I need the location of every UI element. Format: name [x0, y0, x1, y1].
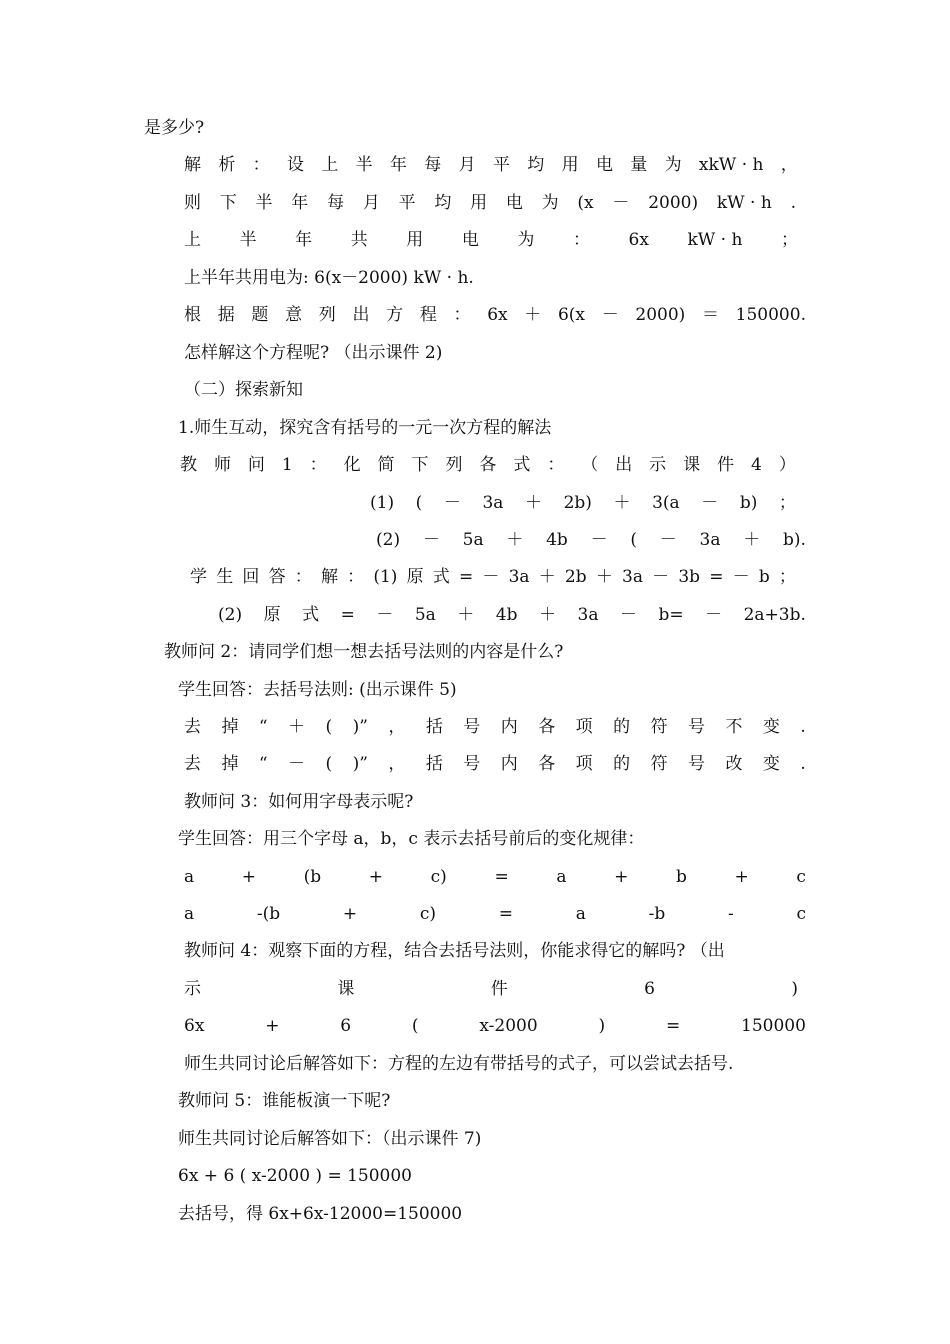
text-token: ＋ [595, 567, 613, 587]
text-token: 4b [546, 530, 568, 550]
formula-line [184, 866, 806, 888]
text-token: 据 [217, 305, 235, 325]
text-token: 6 [644, 979, 655, 999]
text-token: 为 [517, 230, 535, 250]
text-token: － [443, 493, 461, 513]
text-token: )” [352, 754, 368, 774]
text-token: 项 [575, 717, 593, 737]
text-token: 符 [650, 717, 668, 737]
text-token: 件 [717, 455, 735, 475]
text-token: + [614, 867, 629, 887]
text-token: b [675, 867, 687, 887]
text-token: 电 [595, 155, 613, 175]
text-line-spread [184, 753, 806, 775]
text-token: ： [347, 567, 365, 587]
text-token: (1) [373, 567, 398, 587]
text-token: 为 [664, 155, 682, 175]
text-token: ＋ [743, 530, 761, 550]
text-token: 半 [255, 193, 273, 213]
text-token: = [498, 904, 513, 924]
text-token: + [241, 867, 257, 887]
text-token: 题 [251, 305, 269, 325]
text-token: 平 [398, 193, 416, 213]
text-token: a [575, 904, 586, 924]
text-token: 式 [513, 455, 531, 475]
text-token: ： [294, 567, 312, 587]
text-token: b [758, 567, 770, 587]
text-token: + [342, 904, 358, 924]
text-token: ） [778, 455, 796, 475]
text-token: (x [577, 193, 594, 213]
text-token: ； [780, 230, 798, 250]
text-token: ： [572, 230, 590, 250]
text-token: 年 [291, 193, 309, 213]
text-line: 教师问 2：请同学们想一想去括号法则的内容是什么? [164, 642, 564, 662]
text-token: 半 [239, 230, 257, 250]
text-token: （ [581, 455, 599, 475]
text-token: 解 [320, 567, 338, 587]
text-token: c [796, 904, 806, 924]
text-line: 师生共同讨论后解答如下：方程的左边有带括号的式子，可以尝试去括号. [184, 1054, 734, 1074]
text-token: 问 [247, 455, 265, 475]
text-token: 出 [615, 455, 633, 475]
text-token: 课 [683, 455, 701, 475]
text-line: 怎样解这个方程呢? （出示课件 2) [184, 343, 443, 363]
text-line: 师生共同讨论后解答如下：（出示课件 7) [178, 1129, 482, 1149]
text-token: 掉 [221, 754, 239, 774]
text-token: 的 [613, 754, 631, 774]
text-token: b= [658, 605, 684, 625]
text-token: 课 [337, 979, 355, 999]
text-token: 3a [622, 567, 643, 587]
text-token: 列 [445, 455, 463, 475]
text-token: 则 [184, 193, 201, 213]
text-token: 符 [650, 754, 668, 774]
text-token: 项 [575, 754, 593, 774]
text-token: x-2000 [479, 1016, 538, 1036]
text-token: 量 [630, 155, 648, 175]
text-token: 不 [725, 717, 743, 737]
text-line: 教师问 4：观察下面的方程，结合去括号法则，你能求得它的解吗? （出 [184, 941, 725, 961]
expression-line [376, 529, 806, 551]
text-token: － [619, 605, 637, 625]
text-token: ； [778, 567, 796, 587]
text-line-spread [184, 192, 796, 214]
text-token: 5a [462, 530, 484, 550]
subsection-heading: 1.师生互动，探究含有括号的一元一次方程的解法 [178, 418, 552, 438]
text-token: 各 [538, 754, 556, 774]
text-token: 内 [500, 754, 518, 774]
text-token: 意 [285, 305, 303, 325]
text-token: 变 [762, 754, 780, 774]
text-line: 教师问 3：如何用字母表示呢? [184, 792, 414, 812]
text-token: + [368, 867, 384, 887]
text-line-spread [184, 978, 798, 1000]
text-token: 6(x [557, 305, 586, 325]
text-token: 半 [355, 155, 373, 175]
text-token: c) [430, 867, 447, 887]
text-token: 3(a [652, 493, 680, 513]
text-token: ) [598, 1016, 606, 1036]
text-token: a [184, 867, 195, 887]
text-token: ； [778, 493, 796, 513]
text-token: (b [303, 867, 322, 887]
text-token: 6x [628, 230, 649, 250]
text-token: 2000) [635, 305, 686, 325]
text-line-spread [180, 454, 796, 476]
text-line: 学生回答：去括号法则: (出示课件 5) [178, 680, 457, 700]
text-token: 号 [463, 754, 481, 774]
text-line-spread [184, 229, 798, 251]
text-token: 的 [613, 717, 631, 737]
text-token: ＋ [525, 493, 542, 513]
text-token: ( [411, 1016, 419, 1036]
equation-line [184, 1015, 806, 1037]
text-token: 3a [508, 567, 530, 587]
text-token: ) [791, 979, 798, 999]
text-token: 改 [725, 754, 743, 774]
text-token: － [659, 530, 677, 550]
text-token: 出 [352, 305, 370, 325]
text-token: 学 [190, 567, 207, 587]
text-token: ＋ [539, 605, 556, 625]
text-token: 3b [678, 567, 701, 587]
text-token: 式 [432, 567, 450, 587]
text-token: － [482, 567, 500, 587]
text-line-spread [184, 154, 798, 176]
text-token: 生 [216, 567, 234, 587]
text-token: 年 [295, 230, 313, 250]
text-token: 均 [434, 193, 452, 213]
text-token: － [376, 605, 394, 625]
text-token: 解 [184, 155, 201, 175]
text-token: “ [258, 754, 268, 774]
text-token: 上 [321, 155, 339, 175]
text-token: 件 [490, 979, 508, 999]
text-token: 根 [184, 305, 201, 325]
text-line-spread [184, 304, 806, 326]
text-token: － [590, 530, 608, 550]
text-line: 去括号，得 6x+6x-12000=150000 [178, 1204, 463, 1224]
text-token: = [709, 567, 724, 587]
text-token: 年 [389, 155, 407, 175]
text-token: 方 [386, 305, 404, 325]
text-token: 去 [184, 754, 201, 774]
text-token: “ [258, 717, 268, 737]
text-token: － [732, 567, 750, 587]
text-token: － [601, 305, 619, 325]
text-token: = [340, 605, 355, 625]
text-token: ， [780, 155, 798, 175]
text-token: ＋ [506, 530, 524, 550]
text-token: 用 [561, 155, 579, 175]
text-line: 学生回答：用三个字母 a，b，c 表示去括号前后的变化规律： [178, 829, 645, 849]
text-token: + [734, 867, 749, 887]
text-token: － [701, 493, 719, 513]
text-token: ＋ [613, 493, 631, 513]
text-token: ＋ [457, 605, 475, 625]
text-line-spread [184, 716, 806, 738]
text-token: ， [388, 754, 406, 774]
text-token: 2b [564, 567, 587, 587]
text-token: 示 [184, 979, 201, 999]
text-token: ( [325, 754, 333, 774]
text-token: a [556, 867, 567, 887]
section-heading: （二）探索新知 [184, 380, 303, 400]
text-token: = [665, 1016, 681, 1036]
text-token: 内 [500, 717, 518, 737]
text-token: 号 [688, 754, 706, 774]
text-token: 去 [184, 717, 201, 737]
text-token: 号 [688, 717, 706, 737]
text-token: ： [547, 455, 565, 475]
text-token: 150000 [741, 1016, 806, 1036]
text-token: 简 [377, 455, 395, 475]
text-token: - [727, 904, 734, 924]
text-token: 回 [242, 567, 260, 587]
text-token: = [458, 567, 474, 587]
text-token: 原 [406, 567, 424, 587]
text-token: ＋ [524, 305, 542, 325]
text-token: 用 [470, 193, 488, 213]
text-token: 3a [482, 493, 504, 513]
text-token: 下 [219, 193, 237, 213]
text-token: (2) [218, 605, 243, 625]
text-token: 2000) [648, 193, 699, 213]
expression-line [370, 492, 796, 514]
text-token: － [288, 754, 306, 774]
text-token: 6x [487, 305, 508, 325]
text-token: 6x [184, 1016, 205, 1036]
text-token: (1) [370, 493, 395, 513]
text-token: -(b [256, 904, 281, 924]
text-token: + [265, 1016, 280, 1036]
text-token: c) [419, 904, 437, 924]
text-token: 师 [213, 455, 231, 475]
text-token: 列 [318, 305, 336, 325]
text-token: 5a [414, 605, 436, 625]
text-token: a [184, 904, 195, 924]
text-token: ＋ [538, 567, 556, 587]
text-token: ＋ [288, 717, 306, 737]
text-token: kW · h [687, 230, 743, 250]
text-token: 1 [281, 455, 293, 475]
text-token: 3a [699, 530, 721, 550]
text-token: = [494, 867, 509, 887]
text-token: . [800, 754, 806, 774]
text-token: kW · h [716, 193, 772, 213]
text-token: 原 [263, 605, 281, 625]
text-token: 月 [458, 155, 476, 175]
text-token: 4 [751, 455, 762, 475]
text-token: 2a+3b. [743, 605, 806, 625]
text-token: (2) [376, 530, 401, 550]
text-token: ： [309, 455, 327, 475]
text-token: 电 [461, 230, 479, 250]
text-token: ： [453, 305, 471, 325]
text-token: 括 [425, 717, 443, 737]
text-token: 变 [762, 717, 780, 737]
text-token: c [796, 867, 806, 887]
text-token: ， [388, 717, 406, 737]
text-token: 各 [538, 717, 556, 737]
formula-line [184, 903, 806, 925]
equation-line: 6x + 6 ( x-2000 ) = 150000 [178, 1166, 412, 1186]
text-token: 150000. [735, 305, 806, 325]
text-token: 程 [419, 305, 437, 325]
text-token: 电 [505, 193, 523, 213]
text-token: b). [783, 530, 806, 550]
text-token: － [422, 530, 440, 550]
text-token: 括 [425, 754, 443, 774]
text-token: 设 [286, 155, 304, 175]
text-token: 示 [649, 455, 667, 475]
text-token: b) [739, 493, 758, 513]
text-token: 化 [343, 455, 361, 475]
text-token: ： [252, 155, 270, 175]
text-token: . [790, 193, 796, 213]
text-token: 3a [577, 605, 599, 625]
text-token: 为 [541, 193, 559, 213]
text-token: － [652, 567, 670, 587]
text-token: ( [630, 530, 637, 550]
text-token: 教 [180, 455, 197, 475]
text-token: － [705, 605, 723, 625]
text-token: 平 [492, 155, 510, 175]
text-line: 上半年共用电为: 6(x－2000) kW · h. [184, 268, 474, 288]
text-token: 析 [218, 155, 236, 175]
text-token: 掉 [221, 717, 239, 737]
text-token: 式 [302, 605, 320, 625]
text-token: 2b) [563, 493, 592, 513]
text-token: xkW · h [698, 155, 764, 175]
text-token: 6 [340, 1016, 352, 1036]
text-line: 是多少? [144, 118, 205, 138]
text-token: 用 [406, 230, 424, 250]
text-token: 各 [479, 455, 497, 475]
text-token: )” [352, 717, 368, 737]
text-token: 每 [327, 193, 345, 213]
text-line-spread [190, 566, 796, 588]
text-token: -b [648, 904, 666, 924]
text-token: 上 [184, 230, 201, 250]
text-token: ( [325, 717, 333, 737]
text-token: 月 [362, 193, 380, 213]
text-token: 下 [411, 455, 429, 475]
text-token: ＝ [701, 305, 719, 325]
text-line: 教师问 5：谁能板演一下呢? [178, 1091, 391, 1111]
text-token: 4b [495, 605, 518, 625]
text-token: － [612, 193, 630, 213]
text-token: 共 [350, 230, 368, 250]
expression-line [218, 604, 806, 626]
text-token: 均 [527, 155, 545, 175]
text-token: 号 [463, 717, 481, 737]
text-token: ( [415, 493, 423, 513]
text-token: . [800, 717, 806, 737]
text-token: 每 [424, 155, 442, 175]
text-token: 答 [268, 567, 286, 587]
